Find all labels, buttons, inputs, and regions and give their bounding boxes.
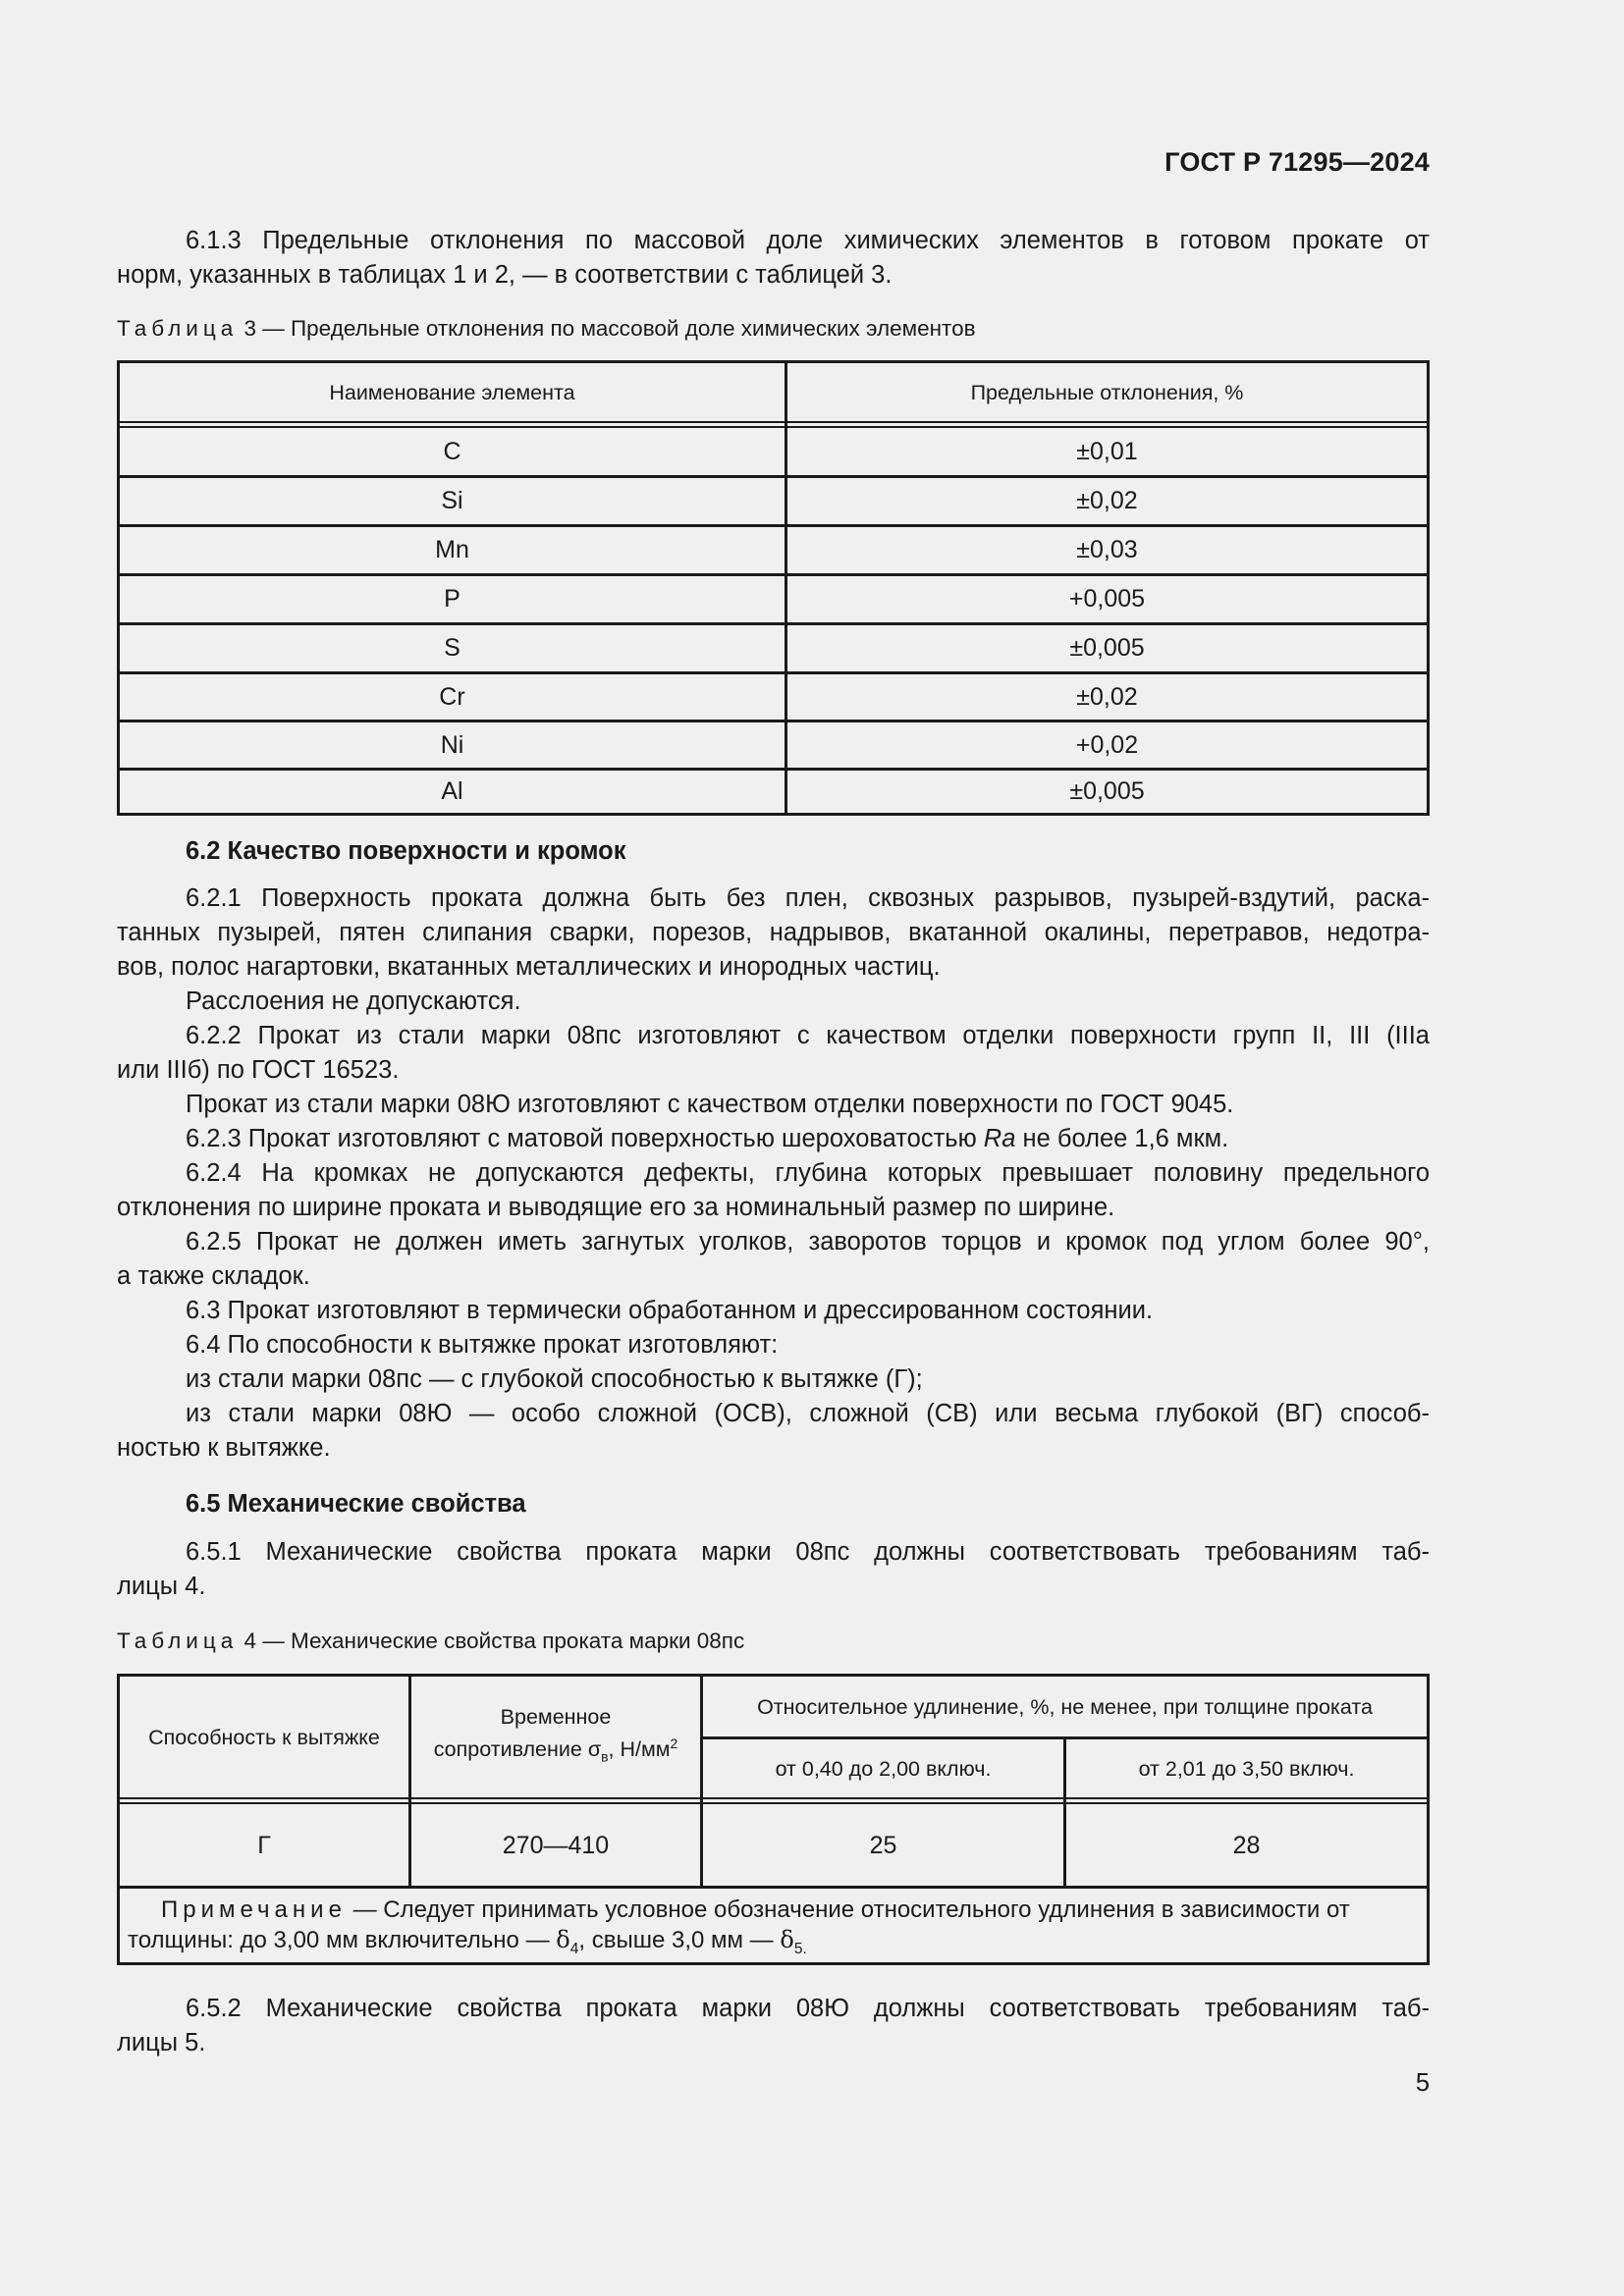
page-number: 5 [1415,2069,1430,2097]
paragraph-6-1-3-line2: норм, указанных в таблицах 1 и 2, — в соответствии с таблицей 3. [117,261,893,289]
table3-cell-element: Cr [439,682,465,711]
paragraph-6-2-2-line1: 6.2.2 Прокат из стали марки 08пс изготовляют с качеством отделки поверхности групп II, III (IIIа [186,1022,1430,1049]
paragraph-6-5-2-line1: 6.5.2 Механические свойства проката марки 08Ю должны соответствовать требованиям таб- [186,1995,1430,2022]
table4-header-elongation-group: Относительное удлинение, %, не менее, при толщине проката [757,1695,1373,1719]
table3-cell-deviation: +0,02 [1075,730,1139,759]
paragraph-6-2-1-line1: 6.2.1 Поверхность проката должна быть без плен, сквозных разрывов, пузырей-вздутий, раска- [186,884,1430,912]
table3-cell-deviation: ±0,01 [1076,437,1138,465]
paragraph-6-2-3-post: не более 1,6 мкм. [1015,1125,1229,1152]
paragraph-6-2-1-line2: танных пузырей, пятен слипания сварки, порезов, надрывов, вкатанной окалины, перетравов, недотра- [117,919,1430,946]
table3-cell-element: P [444,585,460,613]
strength-unit: , Н/мм [608,1737,671,1762]
table3-caption [117,314,976,344]
table3-caption-title: 3 — Предельные отклонения по массовой доле химических элементов [238,316,976,341]
table3-header-double-line-top [120,421,1427,423]
paragraph-6-2-5-line2: а также складок. [117,1262,310,1290]
paragraph-6-2-2-line2: или IIIб) по ГОСТ 16523. [117,1056,400,1084]
strength-unit-exponent: 2 [670,1735,678,1752]
paragraph-6-2-1-line3: вов, полос нагартовки, вкатанных металлических и инородных частиц. [117,953,941,981]
paragraph-6-2-3 [117,1122,1430,1156]
table4-header-thickness-1: от 0,40 до 2,00 включ. [775,1757,992,1781]
table3-caption-label: Таблица [117,316,239,341]
table3-cell-deviation: +0,005 [1068,585,1146,613]
note-text2: толщины: до 3,00 мм включительно — [128,1927,557,1953]
note-text3: , свыше 3,0 мм — [578,1927,781,1953]
table3-cell-deviation: ±0,03 [1076,536,1138,563]
note-text1: — Следует принимать условное обозначение относительного удлинения в зависимости от [346,1896,1350,1923]
table4-caption [117,1627,744,1656]
table3-cell-deviation: ±0,02 [1076,682,1138,711]
table3-cell-deviation: ±0,005 [1069,777,1145,805]
table3-cell-element: Mn [435,536,469,563]
roughness-symbol: Ra [983,1125,1016,1152]
paragraph-6-5-1-line2: лицы 4. [117,1573,206,1600]
table4-note-line1 [128,1895,1419,1925]
table4-header-thickness-2: от 2,01 до 3,50 включ. [1138,1757,1355,1781]
section-6-2-heading: 6.2 Качество поверхности и кромок [186,837,626,865]
delta4-subscript: 4 [569,1940,579,1957]
table4-header-strength-line2 [434,1731,678,1770]
delta4-symbol: δ [556,1926,570,1953]
paragraph-6-4-item1: из стали марки 08пс — с глубокой способностью к вытяжке (Г); [186,1365,923,1393]
note-label: Примечание [161,1896,347,1923]
paragraph-6-4-item2-line1: из стали марки 08Ю — особо сложной (ОСВ), сложной (СВ) или весьма глубокой (ВГ) способ- [186,1400,1430,1427]
table3-cell-element: Si [441,487,463,514]
table4-caption-title: 4 — Механические свойства проката марки 08пс [238,1629,745,1653]
table4 [117,1674,1430,1965]
table3-cell-element: Ni [440,730,464,759]
table4-note-line2 [128,1925,1419,1964]
strength-subscript: в [601,1748,609,1765]
section-6-5-heading: 6.5 Механические свойства [186,1490,526,1518]
table4-note [120,1889,1427,1962]
paragraph-6-2-1-note: Расслоения не допускаются. [186,988,521,1015]
table3-cell-deviation: ±0,02 [1076,487,1138,514]
paragraph-6-2-2-b: Прокат из стали марки 08Ю изготовляют с качеством отделки поверхности по ГОСТ 9045. [186,1091,1234,1118]
table4-cell-ability: Г [257,1831,271,1859]
table4-header-strength [411,1677,700,1798]
paragraph-6-5-1-line1: 6.5.1 Механические свойства проката марки 08пс должны соответствовать требованиям таб- [186,1538,1430,1566]
table3 [117,360,1430,816]
table3-cell-element: Al [441,777,463,805]
table3-cell-deviation: ±0,005 [1069,634,1145,662]
paragraph-6-2-5-line1: 6.2.5 Прокат не должен иметь загнутых уголков, заворотов торцов и кромок под углом более 90°, [186,1228,1430,1255]
table4-header-ability: Способность к вытяжке [148,1726,380,1749]
table4-header-strength-line1: Временное [500,1705,612,1730]
paragraph-6-5-2-line2: лицы 5. [117,2029,206,2056]
table3-cell-element: C [443,437,461,465]
table4-header-double-line-top [120,1797,1427,1799]
paragraph-6-4: 6.4 По способности к вытяжке прокат изготовляют: [186,1331,779,1359]
paragraph-6-3: 6.3 Прокат изготовляют в термически обработанном и дрессированном состоянии. [186,1297,1154,1324]
table4-cell-elongation-2: 28 [1232,1831,1261,1859]
table3-cell-element: S [444,634,460,662]
paragraph-6-2-4-line2: отклонения по ширине проката и выводящие его за номинальный размер по ширине. [117,1194,1115,1221]
document-code: ГОСТ Р 71295—2024 [1164,147,1430,177]
table4-cell-strength: 270—410 [502,1831,610,1859]
paragraph-6-1-3-line1: 6.1.3 Предельные отклонения по массовой доле химических элементов в готовом прокате от [186,227,1430,254]
table4-cell-elongation-1: 25 [869,1831,897,1859]
paragraph-6-2-3-pre: 6.2.3 Прокат изготовляют с матовой поверхностью шероховатостью [186,1125,984,1152]
delta5-symbol: δ [780,1926,794,1953]
paragraph-6-4-item2-line2: ностью к вытяжке. [117,1434,331,1462]
paragraph-6-2-4-line1: 6.2.4 На кромках не допускаются дефекты, глубина которых превышает половину предельного [186,1159,1430,1187]
delta5-subscript: 5. [793,1940,807,1957]
table3-header-deviation: Предельные отклонения, % [970,381,1244,404]
table3-header-element: Наименование элемента [329,381,575,404]
strength-label: сопротивление σ [433,1737,602,1762]
table4-caption-label: Таблица [117,1629,239,1653]
